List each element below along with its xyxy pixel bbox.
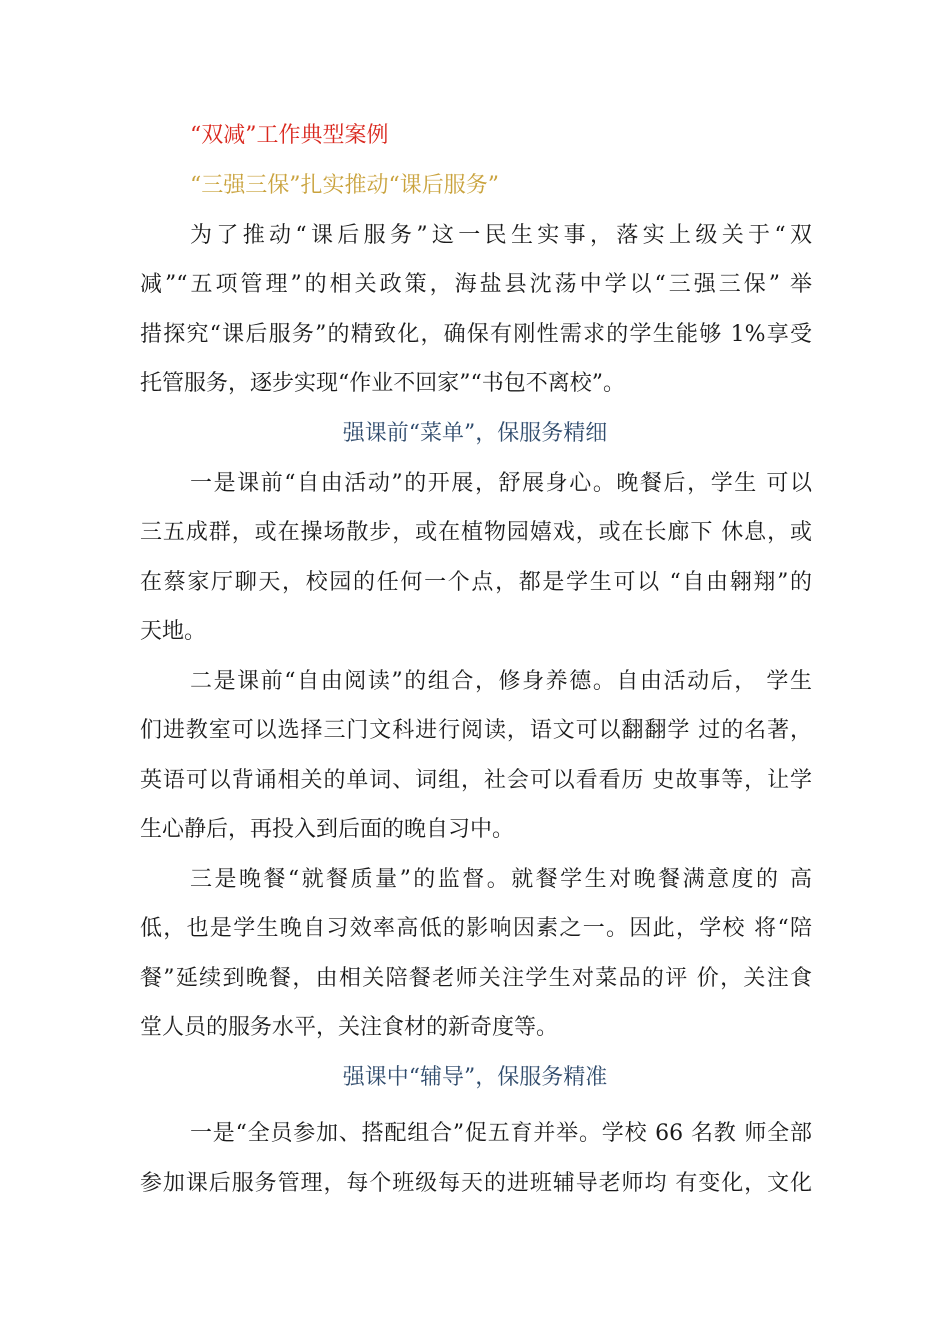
document-title: “双减”工作典型案例 — [190, 123, 389, 148]
section-heading-1: 强课前“菜单”，保服务精细 — [342, 421, 608, 446]
s1-p3-line-4: 堂人员的服务水平，关注食材的新奇度等。 — [140, 1015, 559, 1040]
s2-p1-line-2: 参加课后服务管理，每个班级每天的进班辅导老师均 有变化，文化 — [140, 1171, 812, 1196]
s1-p3-line-1: 三是晚餐“就餐质量”的监督。就餐学生对晚餐满意度的 高 — [190, 867, 812, 892]
s1-p3-line-3: 餐”延续到晚餐，由相关陪餐老师关注学生对菜品的评 价，关注食 — [140, 966, 812, 991]
s1-p1-line-4: 天地。 — [140, 619, 207, 644]
intro-line-2: 减”“五项管理”的相关政策，海盐县沈荡中学以“三强三保” 举 — [140, 272, 812, 297]
s1-p2-line-2: 们进教室可以选择三门文科进行阅读，语文可以翻翻学 过的名著， — [140, 718, 812, 743]
s1-p2-line-1: 二是课前“自由阅读”的组合，修身养德。自由活动后， 学生 — [190, 669, 812, 694]
intro-line-4: 托管服务，逐步实现“作业不回家”“书包不离校”。 — [140, 371, 625, 396]
s1-p1-line-1: 一是课前“自由活动”的开展，舒展身心。晚餐后，学生 可以 — [190, 471, 812, 496]
s1-p2-line-3: 英语可以背诵相关的单词、词组，社会可以看看历 史故事等，让学 — [140, 768, 812, 793]
s1-p2-line-4: 生心静后，再投入到后面的晚自习中。 — [140, 817, 515, 842]
s2-p1-line-1: 一是“全员参加、搭配组合”促五育并举。学校 66 名教 师全部 — [190, 1121, 812, 1146]
section-heading-2: 强课中“辅导”，保服务精准 — [342, 1065, 608, 1090]
s1-p1-line-2: 三五成群，或在操场散步，或在植物园嬉戏，或在长廊下 休息，或 — [140, 520, 812, 545]
document-subtitle: “三强三保”扎实推动“课后服务” — [190, 173, 499, 198]
intro-line-3: 措探究“课后服务”的精致化，确保有刚性需求的学生能够 1%享受 — [140, 322, 812, 347]
s1-p1-line-3: 在蔡家厅聊天，校园的任何一个点，都是学生可以 “自由翱翔”的 — [140, 570, 812, 595]
intro-line-1: 为了推动“课后服务”这一民生实事，落实上级关于“双 — [190, 223, 812, 248]
s1-p3-line-2: 低，也是学生晚自习效率高低的影响因素之一。因此，学校 将“陪 — [140, 916, 812, 941]
